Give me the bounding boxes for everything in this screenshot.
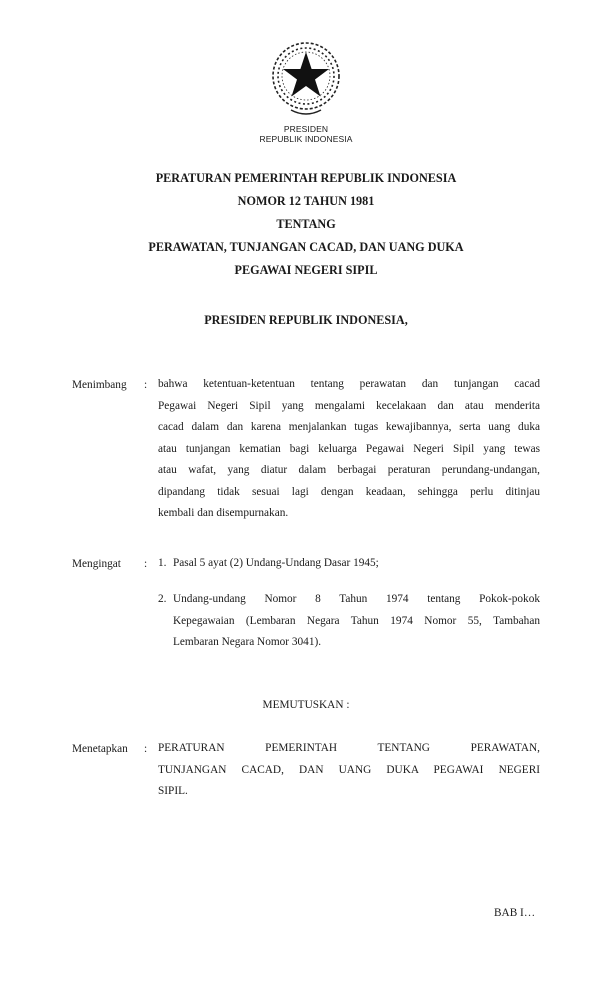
item-text: Pasal 5 ayat (2) Undang-Undang Dasar 1945; (173, 557, 379, 569)
item-number: 1. (158, 557, 167, 569)
item-text: Lembaran Negara Nomor 3041). (173, 636, 322, 648)
item-text: Undang-undang Nomor 8 Tahun 1974 tentang Pokok-pokok (173, 593, 540, 605)
mengingat-label: Mengingat (72, 558, 121, 570)
regulation-title: PERATURAN PEMERINTAH REPUBLIK INDONESIA (155, 171, 457, 185)
emblem-caption-presiden: PRESIDEN (283, 124, 329, 134)
menimbang-line: Pegawai Negeri Sipil yang mengalami kecelakaan dan atau menderita (158, 399, 540, 412)
menimbang-colon: : (144, 379, 148, 391)
memutuskan-heading: MEMUTUSKAN : (262, 699, 350, 711)
regulation-number: NOMOR 12 TAHUN 1981 (237, 194, 375, 208)
menimbang-line: atau wafat, yang diatur dalam berbagai peraturan perundang-undangan, (158, 464, 540, 476)
menimbang-body (158, 374, 540, 525)
menetapkan-line: PERATURAN PEMERINTAH TENTANG PERAWATAN, (158, 742, 540, 754)
regulation-subject: PERAWATAN, TUNJANGAN CACAD, DAN UANG DUKA (148, 240, 464, 254)
mengingat-item-1 (158, 553, 540, 575)
menetapkan-body (158, 738, 540, 803)
mengingat-colon: : (144, 558, 148, 570)
menimbang-line: dipandang tidak sesuai lagi dengan keadaan, sehingga perlu ditinjau (158, 485, 540, 498)
menimbang-line: atau tunjangan kematian bagi keluarga Pegawai Negeri Sipil yang tewas (158, 442, 540, 455)
garuda-star-wreath-emblem-icon (267, 38, 345, 120)
regulation-tentang: TENTANG (276, 217, 336, 231)
item-number: 2. (158, 593, 167, 605)
mengingat-item-2 (158, 589, 540, 654)
continuation-marker: BAB I… (494, 907, 536, 919)
menimbang-line: kembali dan disempurnakan. (158, 507, 289, 519)
menetapkan-label: Menetapkan (72, 743, 128, 755)
menetapkan-line: SIPIL. (158, 785, 188, 797)
issuer-heading: PRESIDEN REPUBLIK INDONESIA, (204, 313, 408, 327)
emblem-caption-republik: REPUBLIK INDONESIA (259, 134, 353, 144)
menetapkan-colon: : (144, 743, 148, 755)
menimbang-label: Menimbang (72, 379, 127, 391)
item-text: Kepegawaian (Lembaran Negara Tahun 1974 Nomor 55, Tambahan (173, 614, 540, 627)
menimbang-line: bahwa ketentuan-ketentuan tentang perawatan dan tunjangan cacad (158, 378, 540, 390)
menetapkan-line: TUNJANGAN CACAD, DAN UANG DUKA PEGAWAI NEGERI (158, 763, 540, 776)
menimbang-line: cacad dalam dan karena menjalankan tugas kewajibannya, serta uang duka (158, 421, 540, 433)
regulation-subject-2: PEGAWAI NEGERI SIPIL (234, 263, 378, 277)
